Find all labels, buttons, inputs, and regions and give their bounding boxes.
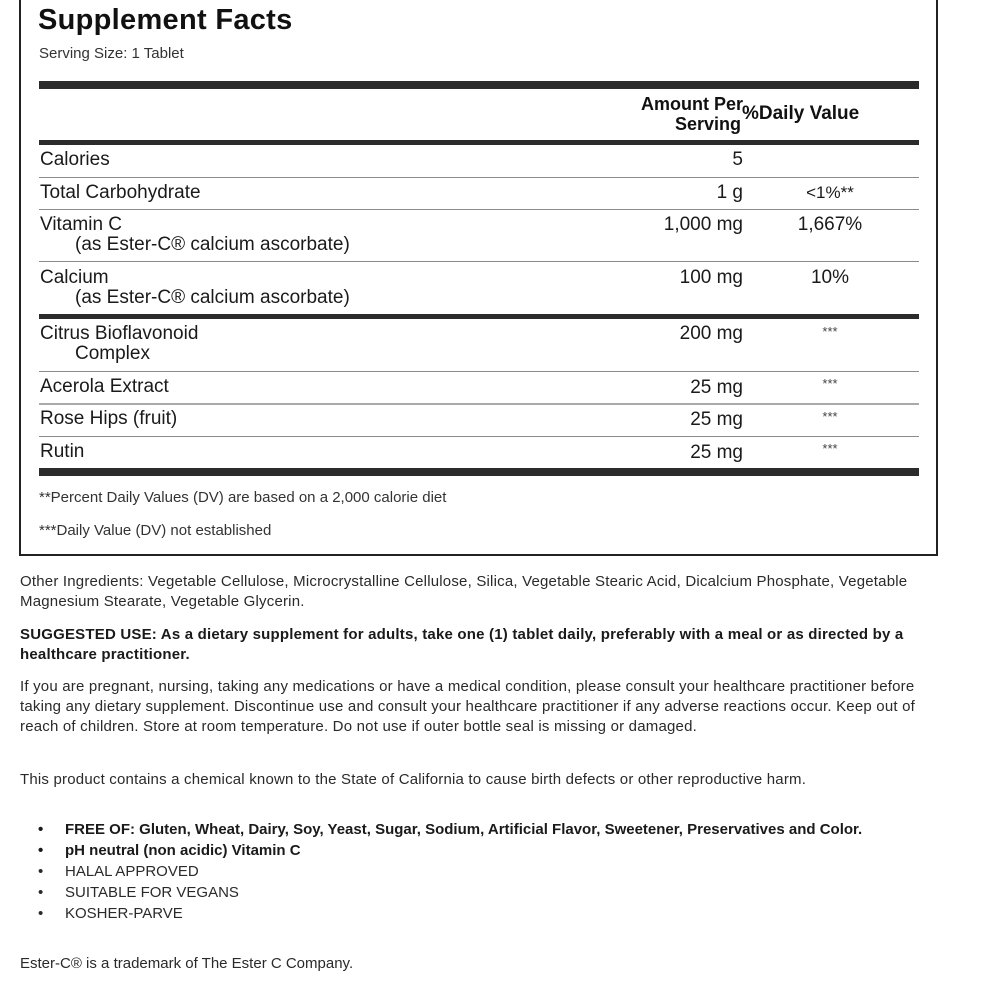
nutrient-amount: 5: [732, 149, 743, 170]
feature-vegan: • SUITABLE FOR VEGANS: [38, 885, 865, 900]
row-divider: [39, 436, 919, 437]
nutrient-name-main: Calcium: [40, 267, 109, 288]
nutrient-amount: 25 mg: [690, 442, 743, 463]
nutrient-daily-value: ***: [822, 409, 838, 424]
panel-title: Supplement Facts: [38, 4, 293, 36]
row-divider: [39, 261, 919, 262]
nutrient-name: Calories: [40, 149, 110, 170]
nutrient-daily-value: 1,667%: [797, 214, 863, 235]
nutrient-daily-value: <1%**: [806, 183, 854, 202]
nutrient-amount: 25 mg: [690, 409, 743, 430]
nutrient-daily-value: ***: [822, 441, 838, 456]
nutrient-name: Total Carbohydrate: [40, 182, 201, 203]
nutrient-daily-value: ***: [822, 324, 838, 339]
amount-per-serving-header: [560, 94, 743, 134]
nutrient-daily-value: ***: [822, 376, 838, 391]
nutrient-daily-value: 10%: [810, 267, 850, 288]
nutrient-name: [40, 215, 350, 255]
daily-value-header: %Daily Value: [742, 103, 860, 124]
nutrient-amount: 1,000 mg: [663, 214, 743, 235]
trademark-notice: Ester-C® is a trademark of The Ester C Company.: [20, 955, 354, 972]
thick-divider: [39, 468, 919, 476]
nutrient-name: Rose Hips (fruit): [40, 408, 178, 429]
nutrient-source: Complex: [75, 343, 150, 364]
nutrient-name: [40, 324, 198, 364]
warning-text: If you are pregnant, nursing, taking any medications or have a medical condition, please consult your healthcare practitioner before taking any dietary supplement. Discontinue use and consult your healthcare practitioner if any adverse reactions occur. Keep out of reach of children. Store at room temperature. Do not use if outer bottle seal is missing or damaged.: [20, 678, 916, 735]
amount-header-line2: Serving: [674, 114, 741, 134]
other-ingredients: Other Ingredients: Vegetable Cellulose, Microcrystalline Cellulose, Silica, Vegetable Stearic Acid, Dicalcium Phosphate, Vegetable Magnesium Stearate, Vegetable Glycerin.: [20, 573, 908, 610]
nutrient-name-main: Vitamin C: [40, 214, 123, 235]
nutrient-name: [40, 268, 350, 308]
nutrient-name: Rutin: [40, 441, 85, 462]
feature-kosher: • KOSHER-PARVE: [38, 906, 865, 921]
prop65-warning: This product contains a chemical known to the State of California to cause birth defects or other reproductive harm.: [20, 771, 807, 788]
nutrient-source: (as Ester-C® calcium ascorbate): [75, 234, 350, 255]
thick-divider: [39, 314, 919, 319]
thick-divider: [39, 81, 919, 89]
row-divider: [39, 177, 919, 178]
suggested-use: SUGGESTED USE: As a dietary supplement for adults, take one (1) tablet daily, preferably with a meal or as directed by a healthcare practitioner.: [20, 626, 904, 663]
nutrient-name: Acerola Extract: [40, 376, 169, 397]
feature-ph-neutral: • pH neutral (non acidic) Vitamin C: [38, 843, 865, 858]
nutrient-name-main: Citrus Bioflavonoid: [40, 323, 199, 344]
feature-halal: • HALAL APPROVED: [38, 864, 865, 879]
nutrient-source: (as Ester-C® calcium ascorbate): [75, 287, 350, 308]
footnote-percent-dv: **Percent Daily Values (DV) are based on a 2,000 calorie diet: [39, 489, 447, 506]
nutrient-amount: 1 g: [716, 182, 743, 203]
nutrient-amount: 25 mg: [690, 377, 743, 398]
thick-divider: [39, 140, 919, 145]
nutrient-amount: 100 mg: [679, 267, 743, 288]
feature-free-of: • FREE OF: Gluten, Wheat, Dairy, Soy, Yeast, Sugar, Sodium, Artificial Flavor, Sweetener, Preservatives and Color.: [38, 822, 865, 837]
product-features-list: [38, 822, 865, 927]
row-divider: [39, 403, 919, 405]
serving-size: Serving Size: 1 Tablet: [39, 45, 184, 62]
nutrient-amount: 200 mg: [679, 323, 743, 344]
amount-header-line1: Amount Per: [640, 94, 743, 114]
row-divider: [39, 209, 919, 210]
footnote-dv-not-established: ***Daily Value (DV) not established: [39, 522, 272, 539]
row-divider: [39, 371, 919, 372]
